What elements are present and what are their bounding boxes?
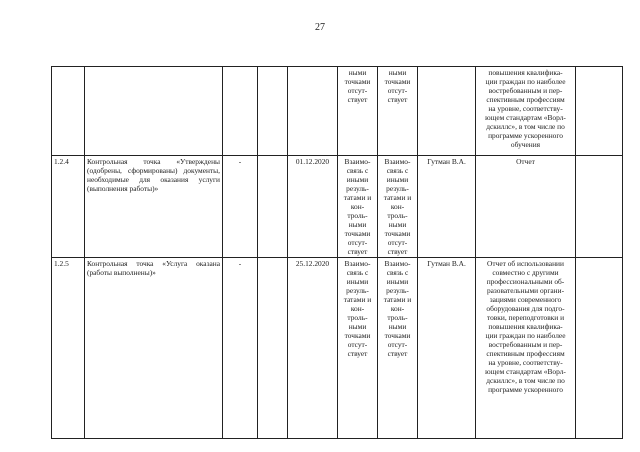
row-extra (576, 67, 623, 156)
row-number: 1.2.5 (52, 258, 85, 439)
row-link-previous: Взаимо- связь с иными резуль- татами и кон- троль- ными точками отсут- ствует (338, 258, 378, 439)
row-link-next: Взаимо- связь с иными резуль- татами и кон- троль- ными точками отсут- ствует (378, 258, 418, 439)
row-number: 1.2.4 (52, 156, 85, 258)
row-start-date (258, 258, 288, 439)
row-dash: - (223, 258, 258, 439)
row-end-date: 25.12.2020 (288, 258, 338, 439)
row-name: Контрольная точка «Утверждены (одобрены, сформированы) документы, необходимые для оказания услуги (выполнения работы)» (85, 156, 223, 258)
row-name: Контрольная точка «Услуга оказана (работы выполнены)» (85, 258, 223, 439)
page-number: 27 (315, 22, 325, 33)
row-extra (576, 258, 623, 439)
row-result: Отчет об использовании совместно с другими профессиональными об- разовательными органи- зациями современного оборудования для подго- товки, переподготовки и повышения квалифика- ции граждан по наиболее востребованным и пер- спективным профессиям на уровне, соответству- ющем стандартам «Ворл- дскиллс», в том числе по программе ускоренного (476, 258, 576, 439)
row-name (85, 67, 223, 156)
row-end-date: 01.12.2020 (288, 156, 338, 258)
row-start-date (258, 67, 288, 156)
row-responsible (418, 67, 476, 156)
row-start-date (258, 156, 288, 258)
plan-table (51, 66, 623, 439)
row-responsible: Гутман В.А. (418, 258, 476, 439)
row-link-previous: ными точками отсут- ствует (338, 67, 378, 156)
row-link-next: Взаимо- связь с иными резуль- татами и кон- троль- ными точками отсут- ствует (378, 156, 418, 258)
table-row (52, 258, 623, 439)
row-dash (223, 67, 258, 156)
row-extra (576, 156, 623, 258)
table-row (52, 67, 623, 156)
row-result: повышения квалифика- ции граждан по наиболее востребованным и пер- спективным профессиям на уровне, соответству- ющем стандартам «Ворл- дскиллс», в том числе по программе ускоренного обучения (476, 67, 576, 156)
row-link-previous: Взаимо- связь с иными резуль- татами и кон- троль- ными точками отсут- ствует (338, 156, 378, 258)
row-number (52, 67, 85, 156)
table-row (52, 156, 623, 258)
row-link-next: ными точками отсут- ствует (378, 67, 418, 156)
row-responsible: Гутман В.А. (418, 156, 476, 258)
row-end-date (288, 67, 338, 156)
row-dash: - (223, 156, 258, 258)
row-result: Отчет (476, 156, 576, 258)
